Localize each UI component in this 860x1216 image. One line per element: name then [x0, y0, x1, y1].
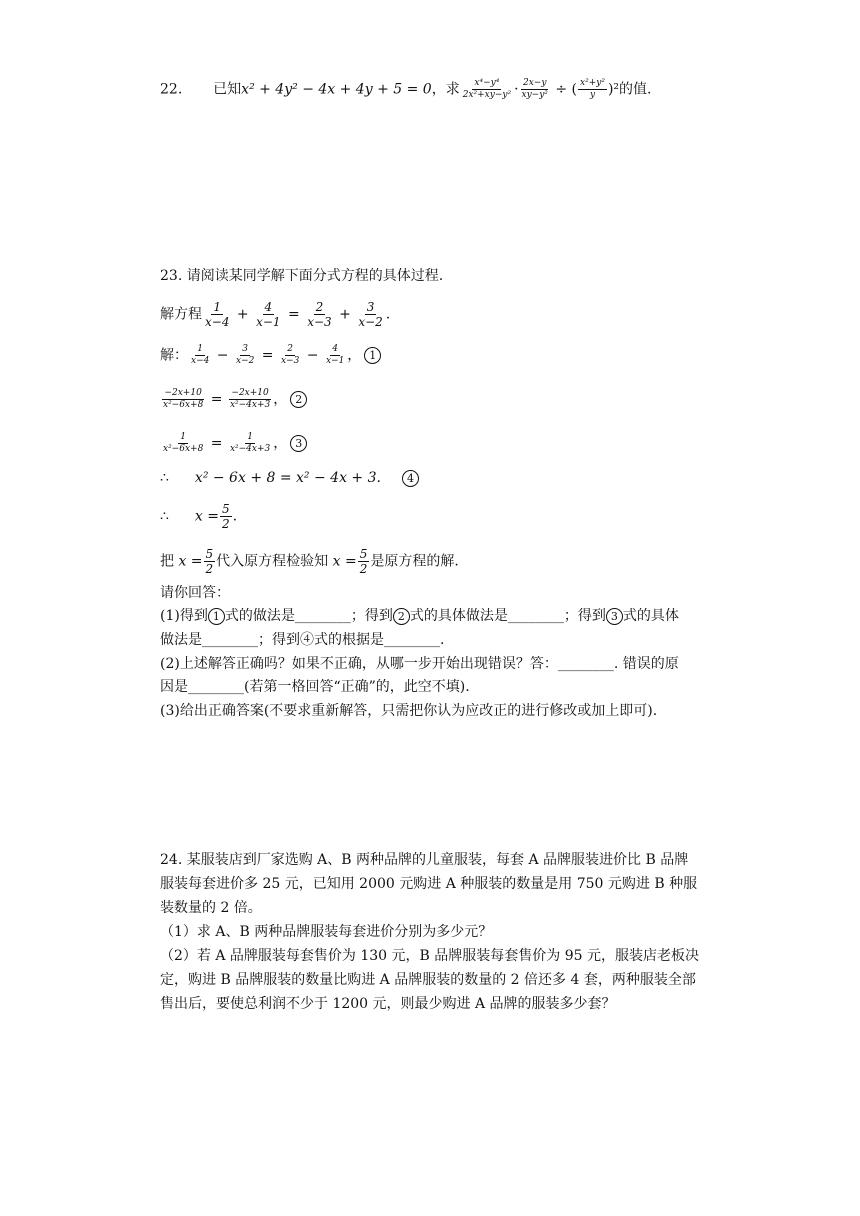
- check-statement: 把 x = $\frac{5}{2}$ 代入原方程检验知 x = $\frac{5}{2}$ 是原方程的解.: [160, 547, 459, 576]
- question-24-part-2-line-3: 售出后，要使总利润不少于 1200 元，则最少购进 A 品牌的服装多少套？: [160, 996, 616, 1012]
- question-number: 22.: [160, 81, 183, 98]
- question-24-line-3: 装数量的 2 倍。: [160, 900, 262, 916]
- part-2-line-1: (2)上述解答正确吗？如果不正确，从哪一步开始出现错误？答：________. 错误的原: [160, 656, 679, 672]
- question-24-line-1: 24. 某服装店到厂家选购 A、B 两种品牌的儿童服装，每套 A 品牌服装进价比 B 品牌: [160, 852, 689, 868]
- answer-prompt: 请你回答：: [160, 585, 230, 601]
- solution-step-5: ∴ x = $\frac{5}{2}$ .: [160, 502, 238, 531]
- part-1-line-1: (1)得到 1 式的做法是________；得到 2 式的具体做法是________；得到 3 式的具体: [160, 608, 679, 624]
- solution-step-2: $\frac{-2x+10}{\text{x²−6x+8}}$ = $\frac{-2x+10}{\text{x²−4x+3}}$ ， 2: [160, 388, 307, 411]
- step-marker-4: 4: [402, 470, 419, 487]
- solution-step-1: 解： $\frac{1}{x-4}$ − $\frac{3}{x-2}$ = $\frac{2}{x-3}$ − $\frac{4}{x-1}$ ， 1: [160, 344, 381, 367]
- question-22: 22. 已知x² + 4y² − 4x + 4y + 5 = 0，求 $\frac{\text{x⁴−y⁴}}{\text{2x²+xy−y²}}$ · $\frac{2x-y}{\text{xy−y²}}$ ÷ ( $\frac{\text{x²+y²}}{y}$ )²的值.: [160, 78, 652, 100]
- question-24-part-2-line-1: （2）若 A 品牌服装每套售价为 130 元，B 品牌服装每套售价为 95 元，服装店老板决: [160, 948, 699, 964]
- step-marker-2: 2: [290, 391, 307, 408]
- answer-blank[interactable]: ________: [294, 608, 351, 624]
- answer-blank[interactable]: ________: [507, 608, 564, 624]
- part-1-line-2: 做法是________；得到④式的根据是________.: [160, 632, 445, 648]
- part-2-line-2: 因是________(若第一格回答“正确”的，此空不填).: [160, 679, 470, 695]
- given-equation: 解方程 $\frac{1}{x-4}$ + $\frac{4}{x-1}$ = $\frac{2}{x-3}$ + $\frac{3}{x-2}$ .: [160, 300, 391, 329]
- step-marker-3: 3: [290, 435, 307, 452]
- fraction-3: $\frac{\text{x²+y²}}{y}$: [580, 78, 605, 100]
- question-24-line-2: 服装每套进价多 25 元，已知用 2000 元购进 A 种服装的数量是用 750 元购进 B 种服: [160, 876, 698, 892]
- equation: x² + 4y² − 4x + 4y + 5 = 0: [241, 81, 432, 98]
- fraction-1: $\frac{\text{x⁴−y⁴}}{\text{2x²+xy−y²}}$: [462, 78, 512, 100]
- question-24-part-2-line-2: 定，购进 B 品牌服装的数量比购进 A 品牌服装的数量的 2 倍还多 4 套，两种服装全部: [160, 972, 696, 988]
- step-marker-1: 1: [364, 347, 381, 364]
- solution-step-4: ∴ x² − 6x + 8 = x² − 4x + 3. 4: [160, 468, 419, 488]
- question-23-title: 23. 请阅读某同学解下面分式方程的具体过程.: [160, 268, 444, 284]
- fraction-2: $\frac{2x-y}{\text{xy−y²}}$: [521, 78, 548, 100]
- question-24-part-1: （1）求 A、B 两种品牌服装每套进价分别为多少元？: [160, 924, 493, 940]
- part-3: (3)给出正确答案(不要求重新解答，只需把你认为应改正的进行修改或加上即可).: [160, 703, 658, 719]
- solution-step-3: $\frac{1}{\text{x²−6x+8}}$ = $\frac{1}{\text{x²−4x+3}}$ ， 3: [160, 432, 307, 455]
